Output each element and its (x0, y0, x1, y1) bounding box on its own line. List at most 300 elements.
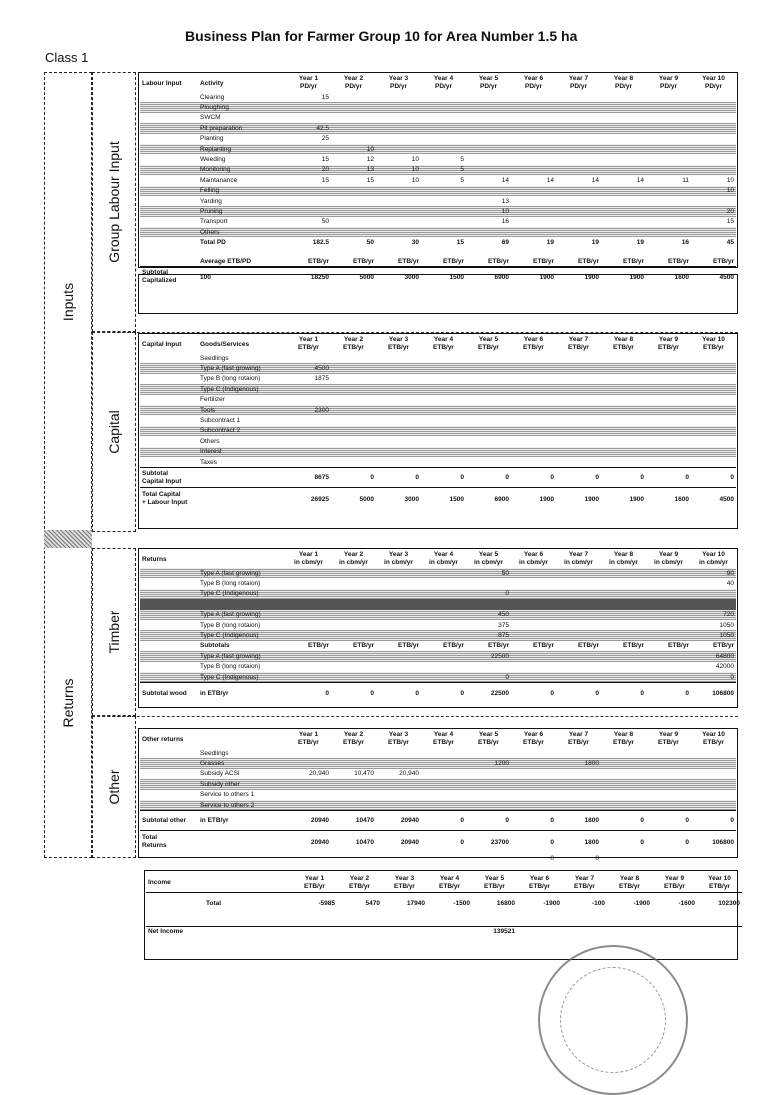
table-cell: Subtotal wood (140, 683, 198, 703)
table-cell (601, 206, 646, 216)
table-cell (646, 620, 691, 630)
table-cell (376, 217, 421, 227)
table-cell: Type A (fast growing) (198, 363, 286, 373)
table-cell (646, 374, 691, 384)
table-cell (601, 599, 646, 609)
table-cell: 1800 (556, 831, 601, 853)
table-cell (331, 779, 376, 789)
table-cell (556, 457, 601, 468)
table-cell (421, 426, 466, 436)
table-cell (691, 447, 736, 457)
table-cell (140, 186, 198, 196)
other-label: Other (106, 769, 122, 805)
table-cell (204, 926, 292, 937)
table-cell (466, 144, 511, 154)
table-cell: 139521 (472, 926, 517, 937)
table-cell (511, 353, 556, 363)
table-cell: -5985 (292, 892, 337, 914)
table-cell: 19 (591, 239, 599, 247)
table-cell (140, 102, 198, 112)
table-cell (511, 672, 556, 683)
table-cell: Type C (Indigenous) (198, 589, 286, 599)
table-cell (421, 651, 466, 661)
table-cell (601, 853, 646, 863)
table-cell (376, 853, 421, 863)
other-frame (92, 716, 136, 858)
table-cell: 5 (421, 165, 466, 175)
table-cell (646, 405, 691, 415)
table-cell (511, 206, 556, 216)
table-cell (466, 748, 511, 758)
table-cell: 19 (636, 239, 644, 247)
table-cell: 26925 (286, 488, 331, 510)
table-cell (331, 217, 376, 227)
table-cell: -1600 (652, 892, 697, 914)
table-cell (140, 748, 198, 758)
table-cell: Subtotals (200, 642, 230, 650)
table-cell: ETB/yr (398, 257, 419, 265)
table-cell: SWCM (200, 114, 221, 122)
table-cell (140, 589, 198, 599)
table-cell (511, 436, 556, 446)
table-cell (140, 651, 198, 661)
table-row (140, 800, 736, 811)
table-row (140, 630, 736, 640)
table-cell: 0 (556, 468, 601, 488)
table-cell (466, 374, 511, 384)
table-cell: Year 1 PD/yr (298, 75, 319, 90)
table-cell: ETB/yr (623, 642, 644, 650)
table-cell: 10470 (331, 811, 376, 831)
table-cell (140, 256, 198, 267)
table-cell: 4500 (691, 267, 736, 287)
table-cell (286, 206, 331, 216)
table-cell (556, 165, 601, 175)
table-row (140, 831, 736, 853)
table-cell (376, 758, 421, 768)
table-cell (286, 758, 331, 768)
table-cell: Others (198, 227, 286, 237)
table-row (146, 874, 742, 892)
table-cell (331, 610, 376, 620)
table-cell: 1900 (511, 488, 556, 510)
table-cell (140, 436, 198, 446)
table-cell (466, 363, 511, 373)
table-cell: Year 8 ETB/yr (619, 874, 640, 890)
table-cell (140, 405, 198, 415)
table-cell: 22500 (466, 651, 511, 661)
page-title: Business Plan for Farmer Group 10 for Area Number 1.5 ha (185, 28, 578, 44)
table-row (140, 92, 736, 102)
table-cell: 14 (546, 176, 554, 184)
table-cell (511, 384, 556, 394)
table-cell (331, 102, 376, 112)
table-row (140, 436, 736, 446)
table-cell (646, 672, 691, 683)
table-cell (601, 426, 646, 436)
table-cell (286, 457, 331, 468)
table-cell: Year 3 in cbm/yr (384, 551, 413, 566)
table-cell (286, 568, 331, 578)
table-cell (556, 113, 601, 123)
table-cell (421, 436, 466, 446)
table-cell: 10 (411, 176, 419, 184)
table-cell: 0 (646, 831, 691, 853)
table-cell: Year 5 in cbm/yr (474, 551, 503, 566)
table-cell: 42.5 (286, 123, 331, 133)
spacer-row (146, 914, 742, 926)
table-row (140, 217, 736, 227)
table-cell: ETB/yr (443, 642, 464, 650)
table-cell (646, 206, 691, 216)
table-cell: 0 (421, 683, 466, 703)
table-cell: ETB/yr (578, 257, 599, 265)
table-cell (140, 227, 198, 237)
table-cell (601, 92, 646, 102)
table-cell: 17940 (382, 892, 427, 914)
table-cell (286, 426, 331, 436)
table-cell (376, 779, 421, 789)
table-cell: 50 (466, 568, 511, 578)
table-cell (691, 165, 736, 175)
table-cell: Year 1 ETB/yr (298, 731, 319, 746)
table-cell: 2300 (286, 405, 331, 415)
table-cell: Subtotal Capitalized (140, 267, 198, 287)
table-cell (198, 488, 286, 510)
table-cell (646, 578, 691, 588)
table-cell: 5000 (331, 267, 376, 287)
table-cell: Year 2 PD/yr (343, 75, 364, 90)
table-cell: 0 (331, 468, 376, 488)
table-cell: Type C (Indigenous) (198, 384, 286, 394)
table-cell: 1900 (556, 267, 601, 287)
table-cell (466, 113, 511, 123)
table-cell (511, 123, 556, 133)
table-cell: Year 4 PD/yr (433, 75, 454, 90)
table-cell (556, 92, 601, 102)
table-cell (646, 353, 691, 363)
table-cell (511, 415, 556, 425)
table-cell (421, 589, 466, 599)
table-cell (511, 568, 556, 578)
table-cell (140, 175, 198, 185)
table-cell: 100 (198, 267, 286, 287)
table-cell: Type B (long rotaion) (200, 580, 261, 588)
table-cell (421, 578, 466, 588)
table-cell (140, 769, 198, 779)
table-cell (286, 384, 331, 394)
table-cell: ETB/yr (713, 642, 734, 650)
table-cell (421, 405, 466, 415)
table-cell (601, 589, 646, 599)
table-cell (331, 662, 376, 672)
table-cell (691, 457, 736, 468)
table-cell (421, 123, 466, 133)
table-cell: 3000 (376, 267, 421, 287)
table-cell (331, 748, 376, 758)
table-cell (331, 578, 376, 588)
table-cell (697, 926, 742, 937)
table-cell (556, 769, 601, 779)
table-cell (140, 779, 198, 789)
table-cell (646, 165, 691, 175)
table-cell: 5470 (337, 892, 382, 914)
table-cell (286, 599, 331, 609)
table-cell: 0 (466, 589, 511, 599)
table-cell: 20940 (376, 811, 421, 831)
table-cell: Year 2 in cbm/yr (339, 551, 368, 566)
table-cell (376, 102, 421, 112)
table-cell: 0 (421, 811, 466, 831)
table-cell (376, 395, 421, 405)
table-cell (140, 662, 198, 672)
table-cell: Year 3 ETB/yr (394, 874, 415, 890)
table-cell: 64800 (691, 651, 736, 661)
table-cell (691, 589, 736, 599)
table-row (140, 790, 736, 800)
table-cell: -1500 (427, 892, 472, 914)
table-cell: ETB/yr (353, 642, 374, 650)
table-cell (421, 217, 466, 227)
table-cell (286, 610, 331, 620)
table-cell (646, 599, 691, 609)
table-row (140, 186, 736, 196)
table-row (140, 488, 736, 510)
table-cell: -1900 (607, 892, 652, 914)
table-cell (646, 800, 691, 811)
table-cell (511, 610, 556, 620)
table-cell: Year 4 ETB/yr (433, 731, 454, 746)
table-cell: 0 (691, 468, 736, 488)
table-cell (646, 630, 691, 640)
table-cell: 6900 (466, 267, 511, 287)
table-cell (556, 436, 601, 446)
table-cell: 15 (366, 176, 374, 184)
table-row (140, 730, 736, 748)
table-cell (511, 186, 556, 196)
table-cell (511, 578, 556, 588)
table-cell (140, 196, 198, 206)
table-cell (511, 599, 556, 609)
table-cell (556, 395, 601, 405)
table-cell (646, 144, 691, 154)
table-cell: Year 10 ETB/yr (702, 731, 725, 746)
table-cell: 0 (511, 831, 556, 853)
table-cell (421, 447, 466, 457)
table-cell: 15 (726, 218, 734, 226)
table-row (140, 426, 736, 436)
table-cell (421, 790, 466, 800)
table-cell (691, 363, 736, 373)
table-cell (517, 926, 562, 937)
table-cell (691, 779, 736, 789)
table-cell: 0 (550, 854, 554, 862)
table-cell (556, 790, 601, 800)
table-row (140, 102, 736, 112)
table-cell (646, 134, 691, 144)
table-cell (601, 353, 646, 363)
table-row (140, 227, 736, 237)
table-cell: Yarding (200, 197, 222, 205)
table-cell (466, 405, 511, 415)
table-row (140, 154, 736, 164)
table-cell (421, 853, 466, 863)
table-cell: ETB/yr (533, 257, 554, 265)
table-cell: Pruning (198, 206, 286, 216)
table-row (140, 134, 736, 144)
table-cell: 4500 (286, 363, 331, 373)
table-cell (556, 447, 601, 457)
table-cell (286, 227, 331, 237)
table-cell (331, 800, 376, 811)
table-cell (421, 620, 466, 630)
table-cell (601, 395, 646, 405)
table-cell (691, 92, 736, 102)
table-cell (556, 568, 601, 578)
table-cell: Type A (fast growing) (198, 651, 286, 661)
table-cell (427, 926, 472, 937)
table-cell (140, 123, 198, 133)
capital-table (140, 335, 736, 510)
table-cell (421, 672, 466, 683)
table-cell: Others (200, 437, 220, 445)
table-cell: 0 (595, 854, 599, 862)
table-cell: Clearing (200, 93, 225, 101)
table-cell (556, 620, 601, 630)
table-cell: 0 (601, 468, 646, 488)
table-cell: Year 8 ETB/yr (613, 336, 634, 351)
timber-table (140, 550, 736, 703)
table-cell (601, 154, 646, 164)
table-cell: Subsidy ACSI (200, 770, 240, 778)
table-cell: 20940 (286, 811, 331, 831)
table-cell: 1050 (719, 621, 734, 629)
table-cell (286, 186, 331, 196)
table-cell (421, 748, 466, 758)
table-row (140, 641, 736, 651)
table-cell (466, 800, 511, 811)
table-cell (556, 415, 601, 425)
table-row (140, 651, 736, 661)
table-cell: 1600 (646, 488, 691, 510)
table-cell (286, 113, 331, 123)
table-cell (421, 800, 466, 811)
table-cell (556, 154, 601, 164)
table-cell (376, 651, 421, 661)
table-cell (376, 748, 421, 758)
table-cell (286, 662, 331, 672)
table-cell (646, 769, 691, 779)
table-cell: Capital Input (142, 340, 182, 348)
table-cell (556, 144, 601, 154)
table-cell: ETB/yr (398, 642, 419, 650)
table-cell: Year 10 ETB/yr (702, 336, 725, 351)
table-cell (511, 165, 556, 175)
table-cell (466, 457, 511, 468)
table-cell: Average ETB/PD (200, 257, 252, 265)
table-cell (511, 405, 556, 415)
table-cell (511, 196, 556, 206)
table-cell (376, 436, 421, 446)
table-cell (286, 790, 331, 800)
table-cell (286, 395, 331, 405)
table-cell (691, 790, 736, 800)
table-cell: 10 (376, 165, 421, 175)
table-row (140, 748, 736, 758)
table-cell: 20940 (376, 831, 421, 853)
table-cell (140, 630, 198, 640)
table-cell: 0 (376, 468, 421, 488)
table-cell (140, 758, 198, 768)
table-cell (421, 779, 466, 789)
table-cell (286, 196, 331, 206)
table-cell (286, 353, 331, 363)
table-cell: 1050 (691, 630, 736, 640)
table-cell (646, 186, 691, 196)
table-cell: 0 (601, 811, 646, 831)
table-cell: 10 (331, 144, 376, 154)
table-cell (286, 415, 331, 425)
table-cell (140, 384, 198, 394)
table-cell (511, 662, 556, 672)
table-cell (421, 353, 466, 363)
table-cell: 0 (511, 811, 556, 831)
returns-block (44, 548, 92, 858)
table-cell (331, 436, 376, 446)
table-cell: 0 (511, 683, 556, 703)
table-cell: Year 8 in cbm/yr (609, 551, 638, 566)
table-cell: 14 (501, 176, 509, 184)
table-row (146, 892, 742, 914)
table-cell (421, 113, 466, 123)
table-cell: Transport (200, 218, 228, 226)
table-cell (421, 196, 466, 206)
table-cell: Year 6 ETB/yr (523, 731, 544, 746)
table-cell (601, 123, 646, 133)
table-cell (376, 630, 421, 640)
table-cell (376, 123, 421, 133)
table-row (140, 144, 736, 154)
table-cell (421, 758, 466, 768)
table-cell: ETB/yr (578, 642, 599, 650)
table-cell (376, 144, 421, 154)
table-cell: 10 (726, 176, 734, 184)
table-cell (556, 651, 601, 661)
table-cell (421, 395, 466, 405)
table-row (140, 447, 736, 457)
table-cell: 10 (411, 156, 419, 164)
table-cell: 69 (501, 239, 509, 247)
table-cell (376, 800, 421, 811)
table-cell (421, 457, 466, 468)
table-cell (140, 217, 198, 227)
table-cell: 0 (421, 831, 466, 853)
table-cell (646, 589, 691, 599)
table-cell (691, 154, 736, 164)
table-cell: ETB/yr (488, 257, 509, 265)
table-cell (601, 748, 646, 758)
table-cell (601, 227, 646, 237)
table-cell: Year 7 ETB/yr (568, 336, 589, 351)
table-row (140, 683, 736, 703)
table-row (140, 405, 736, 415)
table-cell: 0 (466, 468, 511, 488)
table-cell: 8675 (286, 468, 331, 488)
table-cell (466, 790, 511, 800)
table-cell (140, 457, 198, 468)
table-cell: 20,940 (399, 770, 419, 778)
table-cell (140, 599, 198, 609)
